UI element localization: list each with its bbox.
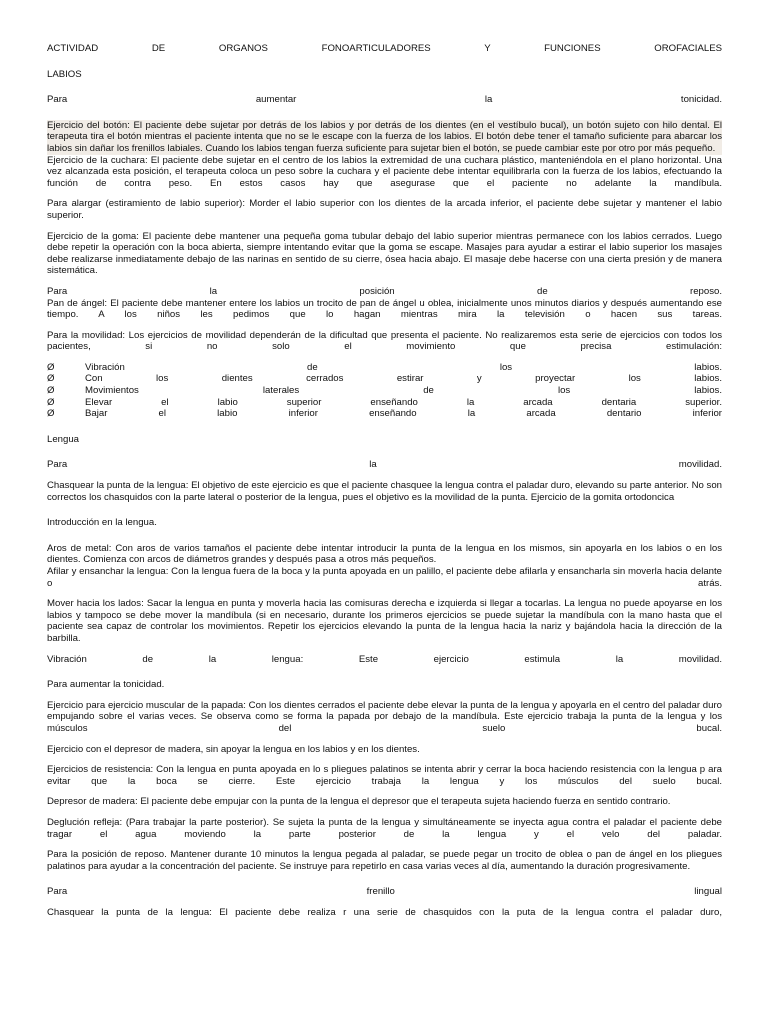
bullet-list <box>47 362 722 420</box>
bullet-text: Elevar el labio superior enseñando la arcada dentaria superior. <box>85 396 722 408</box>
paragraph-alargar-labio: Para alargar (estiramiento de labio superior): Morder el labio superior con los dientes de la arcada inferior, el paciente debe sujetar y mantener el labio superior. <box>47 198 722 221</box>
document-title: ACTIVIDAD DE ORGANOS FONOARTICULADORES Y FUNCIONES OROFACIALES <box>47 43 722 54</box>
paragraph-resistencia: Ejercicios de resistencia: Con la lengua en punta apoyada en lo s pliegues palatinos se intenta abrir y cerrar la boca haciendo resistencia con la lengua p ara evitar que la boca se cierre. Este ejercicio trabaja la lengua y los músculos del suelo bucal. <box>47 764 722 787</box>
paragraph-ejercicio-goma: Ejercicio de la goma: El paciente debe mantener una pequeña goma tubular debajo del labio superior mientras permanece con los labios cerrados. Luego debe repetir la operación con la boca abierta, siempre intentando evitar que la goma se escape. Masajes para ayudar a estirar el labio superior los masajes debe realizarse inmediatamente debajo de las narinas en sentido de su cierre, ósea hacia abajo. El masaje debe hacerse con una cierta presión y de manera sistemática. <box>47 230 722 277</box>
bullet-text: Con los dientes cerrados estirar y proyectar los labios. <box>85 373 722 385</box>
list-item <box>47 362 722 374</box>
paragraph-afilar-ensanchar: Afilar y ensanchar la lengua: Con la lengua fuera de la boca y la punta apoyada en un palillo, el paciente debe afilarla y ensancharla sin moverla hacia delante o atrás. <box>47 566 722 589</box>
section-heading-lengua: Lengua <box>47 433 80 445</box>
list-item <box>47 373 722 385</box>
paragraph-depresor-empujar: Depresor de madera: El paciente debe empujar con la punta de la lengua el depresor que el terapeuta sujeta haciendo fuerza en sentido contrario. <box>47 796 671 808</box>
bullet-text: Vibración de los labios. <box>85 361 722 373</box>
paragraph-aros-metal: Aros de metal: Con aros de varios tamaños el paciente debe intentar introducir la punta de la lengua en los mismos, sin apoyarla en los labios o en los dientes. Comienza con arcos de diámetros grandes y después pasa a otros más pequeños. <box>47 542 722 566</box>
section-heading-labios: LABIOS <box>47 68 82 80</box>
bullet-mark: Ø <box>47 385 55 397</box>
paragraph-ejercicio-cuchara: Ejercicio de la cuchara: El paciente debe sujetar en el centro de los labios la extremidad de una cuchara plástico, manteniéndola en el plano horizontal. Una vez alcanzada esta posición, el terapeuta coloca un peso sobre la cuchara y el paciente debe intentar equilibrarla con la fuerza de los labios, efectuando la función de contra peso. En estos casos hay que asegurase que el paciente no adelante la mandíbula. <box>47 154 722 189</box>
bullet-mark: Ø <box>47 373 55 385</box>
paragraph-lengua-movilidad: Para la movilidad. <box>47 459 722 471</box>
paragraph-depresor-madera: Ejercicio con el depresor de madera, sin apoyar la lengua en los labios y en los dientes. <box>47 743 420 755</box>
list-item <box>47 385 722 397</box>
paragraph-mover-lados: Mover hacia los lados: Sacar la lengua en punta y moverla hacia las comisuras derecha e izquierda si llegar a tocarlas. La lengua no puede apoyarse en los labios y tampoco se debe mover la mandíbula (si en necesario, durante los primeros ejercicios se puede sujetar la mandíbula con la mano hasta que el paciente sea capaz de controlar los movimientos. Repetir los ejercicios elevando la punta de la lengua hacia la nariz y bajándola hacia la dirección de la barbilla. <box>47 598 722 644</box>
bullet-mark: Ø <box>47 408 55 420</box>
paragraph-papada: Ejercicio para ejercicio muscular de la papada: Con los dientes cerrados el paciente debe elevar la punta de la lengua y apoyarla en el centro del paladar duro empujando sobre el varias veces. Se observa como se forma la papada por debajo de la mandíbula. Este ejercicio trabaja la punta de la lengua y los músculos del suelo bucal. <box>47 699 722 734</box>
list-item <box>47 408 722 420</box>
paragraph-chasquear-frenillo: Chasquear la punta de la lengua: El paciente debe realiza r una serie de chasquidos con la puta de la lengua contra el paladar duro, <box>47 906 722 918</box>
paragraph-pan-de-angel: Pan de ángel: El paciente debe mantener entere los labios un trocito de pan de ángel u oblea, inicialmente unos minutos diarios y después aumentando ese tiempo. A los niños les pedimos que lo hagan mientras mira la televisión o hacen sus tareas. <box>47 297 722 321</box>
bullet-mark: Ø <box>47 396 55 408</box>
bullet-text: Movimientos laterales de los labios. <box>85 385 722 397</box>
list-item <box>47 397 722 409</box>
paragraph-frenillo-lingual: Para frenillo lingual <box>47 886 722 898</box>
paragraph-ejercicio-boton: Ejercicio del botón: El paciente debe sujetar por detrás de los labios y por detrás de los dientes (en el vestíbulo bucal), un botón sujeto con hilo dental. El terapeuta tira el botón mientras el paciente intenta que no se le escape con la fuerza de los labios. El botón debe tener el tamaño suficiente para abarcar los labios sin dañar los frenillos labiales. Cuando los labios tengan fuerza suficiente para sujetar bien el botón, se puede cambiar este por otro por más pequeño. <box>47 119 722 154</box>
paragraph-aumentar-tonicidad: Para aumentar la tonicidad. <box>47 94 722 106</box>
bullet-mark: Ø <box>47 361 55 373</box>
paragraph-introduccion-lengua: Introducción en la lengua. <box>47 517 157 529</box>
paragraph-reposo-lengua: Para la posición de reposo. Mantener durante 10 minutos la lengua pegada al paladar, se puede pegar un trocito de oblea o pan de ángel en los pliegues palatinos para ayudar a la concentración del paciente. Se instruye para repetirlo en casa varias veces al día, aumentando la duración progresivamente. <box>47 849 722 872</box>
bullet-text: Bajar el labio inferior enseñando la arcada dentario inferior <box>85 408 722 420</box>
paragraph-posicion-reposo: Para la posición de reposo. <box>47 285 722 297</box>
paragraph-aumentar-tonicidad-lengua: Para aumentar la tonicidad. <box>47 679 165 691</box>
paragraph-deglucion-refleja: Deglución refleja: (Para trabajar la parte posterior). Se sujeta la punta de la lengua y simultáneamente se inyecta agua contra el paladar el paciente debe tragar el agua moviendo la parte posterior de la lengua y el velo del paladar. <box>47 816 722 840</box>
paragraph-movilidad: Para la movilidad: Los ejercicios de movilidad dependerán de la dificultad que presenta el paciente. No realizaremos esta serie de ejercicios con todos los pacientes, si no solo el movimiento que precisa estimulación: <box>47 329 722 353</box>
paragraph-chasquear-punta: Chasquear la punta de la lengua: El objetivo de este ejercicio es que el paciente chasquee la lengua contra el paladar duro, elevando su parte anterior. No son correctos los chasquidos con la parte lateral o posterior de la lengua, pues el objetivo es la movilidad de la punta. Ejercicio de la gomita ortodoncica <box>47 480 722 503</box>
paragraph-vibracion-lengua: Vibración de la lengua: Este ejercicio estimula la movilidad. <box>47 653 722 665</box>
